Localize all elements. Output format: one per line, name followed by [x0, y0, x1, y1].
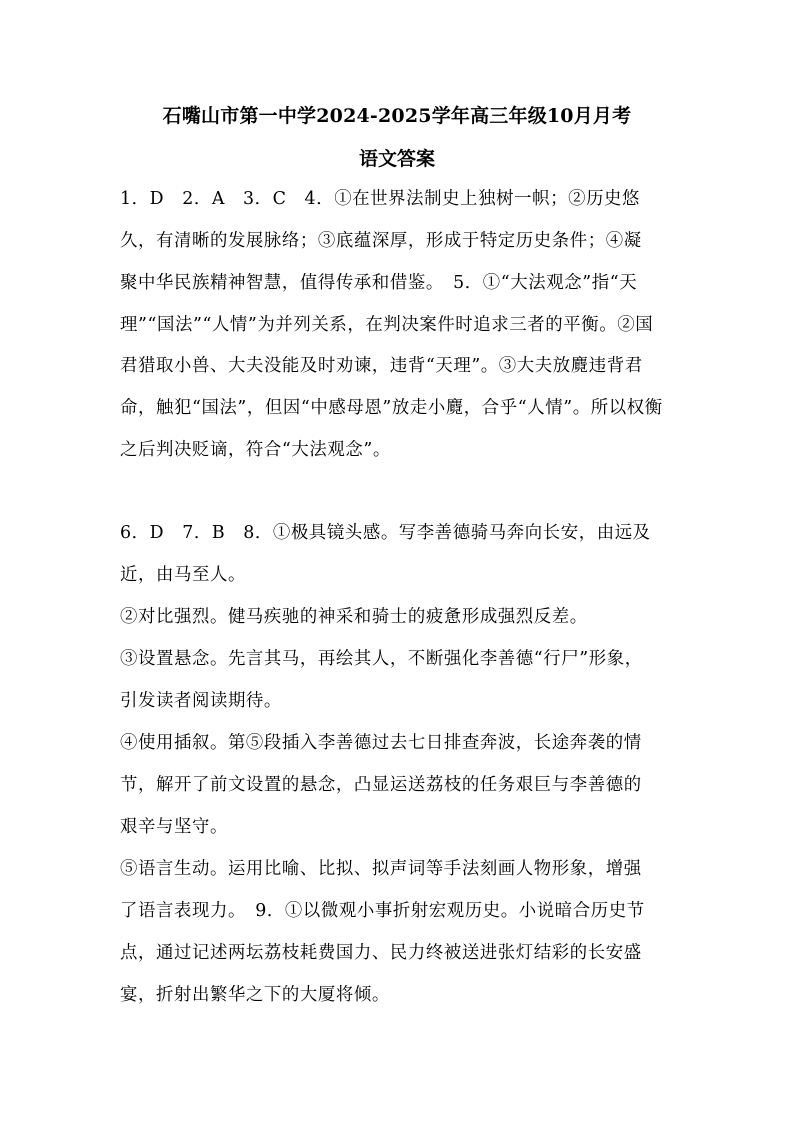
answer-line: ③设置悬念。先言其马，再绘其人，不断强化李善德“行尸”形象，	[120, 649, 643, 669]
answer-line: 引发读者阅读期待。	[120, 691, 282, 711]
page-subtitle: 语文答案	[358, 148, 435, 170]
answer-line: 之后判决贬谪，符合“大法观念”。	[120, 440, 391, 460]
answer-line: ②对比强烈。健马疾驰的神采和骑士的疲惫形成强烈反差。	[120, 607, 588, 627]
answer-line: 艰辛与坚守。	[120, 817, 228, 837]
answer-line: 命，触犯“国法”，但因“中感母恩”放走小麑，合乎“人情”。所以权衡	[120, 398, 663, 418]
page-title: 石嘴山市第一中学2024-2025学年高三年级10月月考	[162, 105, 632, 127]
answer-line: 宴，折射出繁华之下的大厦将倾。	[120, 985, 390, 1005]
answer-line: 节，解开了前文设置的悬念，凸显运送荔枝的任务艰巨与李善德的	[120, 775, 642, 795]
answer-line: 聚中华民族精神智慧，值得传承和借鉴。 5．①“大法观念”指“天	[120, 273, 638, 293]
answer-line: 君猎取小兽、大夫没能及时劝谏，违背“天理”。③大夫放麑违背君	[120, 356, 643, 376]
answer-line: 久，有清晰的发展脉络；③底蕴深厚，形成于特定历史条件；④凝	[120, 231, 642, 251]
answer-line: 1．D 2．A 3．C 4．①在世界法制史上独树一帜；②历史悠	[120, 189, 641, 209]
answer-line: 近，由马至人。	[120, 565, 246, 585]
answer-line: 点，通过记述两坛荔枝耗费国力、民力终被送进张灯结彩的长安盛	[120, 943, 642, 963]
answer-line: ④使用插叙。第⑤段插入李善德过去七日排查奔波，长途奔袭的情	[120, 733, 642, 753]
answer-line: 理”“国法”“人情”为并列关系，在判决案件时追求三者的平衡。②国	[120, 315, 654, 335]
answer-line: 了语言表现力。 9．①以微观小事折射宏观历史。小说暗合历史节	[120, 901, 645, 921]
answer-line: 6．D 7．B 8．①极具镜头感。写李善德骑马奔向长安，由远及	[120, 523, 651, 543]
answer-line: ⑤语言生动。运用比喻、比拟、拟声词等手法刻画人物形象，增强	[120, 859, 642, 879]
